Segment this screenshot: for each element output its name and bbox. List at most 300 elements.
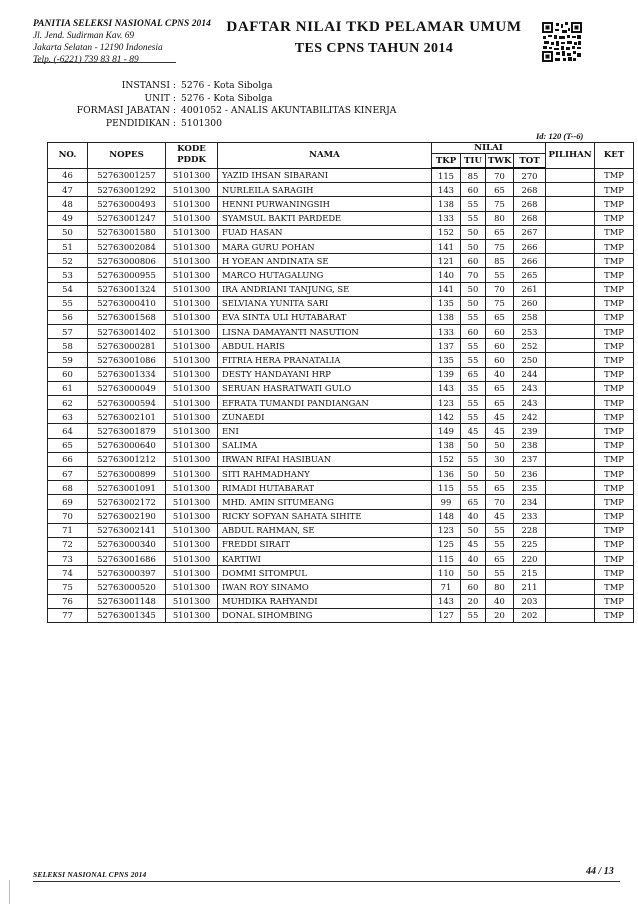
cell-no: 76	[48, 594, 88, 608]
cell-no: 68	[48, 481, 88, 495]
label-formasi-jabatan: FORMASI JABATAN :	[76, 105, 176, 116]
table-row	[48, 523, 634, 537]
cell-pilihan	[546, 580, 595, 594]
cell-tkp: 133	[432, 211, 461, 225]
title-line-1: DAFTAR NILAI TKD PELAMAR UMUM	[226, 19, 522, 35]
cell-ket: TMP	[595, 197, 634, 211]
table-row	[48, 197, 634, 211]
cell-no: 54	[48, 282, 88, 296]
cell-pilihan	[546, 552, 595, 566]
cell-tot: 261	[514, 282, 546, 296]
cell-kode: 5101300	[166, 410, 218, 424]
cell-pilihan	[546, 211, 595, 225]
cell-tot: 238	[514, 438, 546, 452]
cell-nama: MUHDIKA RAHYANDI	[218, 594, 432, 608]
cell-kode: 5101300	[166, 424, 218, 438]
table-row	[48, 552, 634, 566]
cell-no: 46	[48, 168, 88, 183]
cell-no: 69	[48, 495, 88, 509]
cell-pilihan	[546, 509, 595, 523]
header-tot: TOT	[514, 154, 546, 169]
cell-tkp: 142	[432, 410, 461, 424]
cell-tiu: 60	[461, 325, 486, 339]
org-line-name: PANITIA SELEKSI NASIONAL CPNS 2014	[33, 19, 211, 29]
cell-tiu: 50	[461, 239, 486, 253]
cell-kode: 5101300	[166, 339, 218, 353]
cell-tkp: 127	[432, 608, 461, 622]
cell-no: 52	[48, 254, 88, 268]
cell-tiu: 20	[461, 594, 486, 608]
cell-kode: 5101300	[166, 396, 218, 410]
cell-nopes: 52763000899	[88, 466, 166, 480]
cell-ket: TMP	[595, 509, 634, 523]
table-row	[48, 225, 634, 239]
cell-pilihan	[546, 168, 595, 183]
cell-tiu: 50	[461, 438, 486, 452]
cell-pilihan	[546, 495, 595, 509]
cell-nama: ZUNAEDI	[218, 410, 432, 424]
cell-ket: TMP	[595, 367, 634, 381]
cell-pilihan	[546, 466, 595, 480]
cell-nama: IRWAN RIFAI HASIBUAN	[218, 452, 432, 466]
score-table	[47, 142, 634, 623]
cell-pilihan	[546, 339, 595, 353]
header-ket: KET	[595, 143, 634, 169]
cell-tkp: 152	[432, 452, 461, 466]
cell-tiu: 60	[461, 254, 486, 268]
cell-kode: 5101300	[166, 325, 218, 339]
cell-ket: TMP	[595, 410, 634, 424]
cell-twk: 65	[486, 310, 514, 324]
cell-nopes: 52763001879	[88, 424, 166, 438]
cell-no: 75	[48, 580, 88, 594]
cell-tot: 233	[514, 509, 546, 523]
cell-tkp: 136	[432, 466, 461, 480]
cell-tiu: 50	[461, 566, 486, 580]
cell-nama: DONAL SIHOMBING	[218, 608, 432, 622]
cell-twk: 60	[486, 339, 514, 353]
cell-no: 66	[48, 452, 88, 466]
cell-no: 55	[48, 296, 88, 310]
cell-twk: 80	[486, 580, 514, 594]
cell-tot: 236	[514, 466, 546, 480]
cell-pilihan	[546, 353, 595, 367]
cell-pilihan	[546, 296, 595, 310]
cell-pilihan	[546, 183, 595, 197]
cell-nama: HENNI PURWANINGSIH	[218, 197, 432, 211]
value-formasi-jabatan: 4001052 - ANALIS AKUNTABILITAS KINERJA	[181, 105, 397, 116]
cell-tot: 225	[514, 537, 546, 551]
cell-nopes: 52763002084	[88, 239, 166, 253]
cell-no: 65	[48, 438, 88, 452]
cell-tiu: 50	[461, 466, 486, 480]
cell-nopes: 52763001292	[88, 183, 166, 197]
cell-tkp: 143	[432, 183, 461, 197]
cell-tiu: 55	[461, 197, 486, 211]
cell-twk: 65	[486, 381, 514, 395]
cell-nama: KARTIWI	[218, 552, 432, 566]
cell-twk: 55	[486, 566, 514, 580]
cell-kode: 5101300	[166, 580, 218, 594]
meta-values	[181, 80, 396, 130]
cell-nopes: 52763002141	[88, 523, 166, 537]
cell-ket: TMP	[595, 396, 634, 410]
cell-nama: NURLEILA SARAGIH	[218, 183, 432, 197]
cell-tot: 244	[514, 367, 546, 381]
label-unit: UNIT :	[144, 92, 176, 104]
table-row	[48, 594, 634, 608]
cell-kode: 5101300	[166, 197, 218, 211]
cell-tot: 267	[514, 225, 546, 239]
cell-no: 60	[48, 367, 88, 381]
table-row	[48, 268, 634, 282]
cell-nopes: 52763000806	[88, 254, 166, 268]
table-row	[48, 452, 634, 466]
table-row	[48, 424, 634, 438]
cell-no: 64	[48, 424, 88, 438]
cell-tiu: 55	[461, 353, 486, 367]
cell-no: 59	[48, 353, 88, 367]
cell-ket: TMP	[595, 438, 634, 452]
label-pendidikan: PENDIDIKAN :	[105, 117, 176, 129]
cell-no: 61	[48, 381, 88, 395]
cell-tot: 258	[514, 310, 546, 324]
cell-tkp: 125	[432, 537, 461, 551]
cell-tiu: 55	[461, 481, 486, 495]
cell-no: 58	[48, 339, 88, 353]
cell-pilihan	[546, 325, 595, 339]
cell-no: 49	[48, 211, 88, 225]
header-nilai: NILAI	[432, 143, 546, 154]
cell-no: 63	[48, 410, 88, 424]
org-line-phone: Telp. (-6221) 739 83 81 - 89	[33, 55, 139, 65]
cell-nopes: 52763000397	[88, 566, 166, 580]
cell-tot: 252	[514, 339, 546, 353]
cell-tot: 237	[514, 452, 546, 466]
cell-no: 72	[48, 537, 88, 551]
cell-pilihan	[546, 381, 595, 395]
cell-tot: 243	[514, 396, 546, 410]
meta-labels	[30, 80, 176, 130]
cell-tot: 234	[514, 495, 546, 509]
cell-kode: 5101300	[166, 438, 218, 452]
cell-twk: 45	[486, 509, 514, 523]
cell-tiu: 45	[461, 537, 486, 551]
cell-tot: 253	[514, 325, 546, 339]
cell-nama: RICKY SOFYAN SAHATA SIHITE	[218, 509, 432, 523]
cell-tkp: 115	[432, 552, 461, 566]
cell-tkp: 138	[432, 197, 461, 211]
cell-nama: EFRATA TUMANDI PANDIANGAN	[218, 396, 432, 410]
cell-nama: EVA SINTA ULI HUTABARAT	[218, 310, 432, 324]
header-kode-pddk: KODE PDDK	[166, 143, 218, 169]
table-row	[48, 310, 634, 324]
cell-nama: DOMMI SITOMPUL	[218, 566, 432, 580]
header-tiu: TIU	[461, 154, 486, 169]
cell-kode: 5101300	[166, 481, 218, 495]
cell-nama: ENI	[218, 424, 432, 438]
cell-tiu: 40	[461, 509, 486, 523]
cell-nama: SYAMSUL BAKTI PARDEDE	[218, 211, 432, 225]
cell-tkp: 123	[432, 523, 461, 537]
cell-pilihan	[546, 197, 595, 211]
cell-no: 71	[48, 523, 88, 537]
cell-nama: SALIMA	[218, 438, 432, 452]
cell-pilihan	[546, 282, 595, 296]
cell-nopes: 52763002172	[88, 495, 166, 509]
cell-nopes: 52763000520	[88, 580, 166, 594]
cell-tot: 268	[514, 197, 546, 211]
cell-tot: 215	[514, 566, 546, 580]
table-row	[48, 296, 634, 310]
table-row	[48, 410, 634, 424]
cell-tiu: 55	[461, 339, 486, 353]
cell-ket: TMP	[595, 481, 634, 495]
cell-tiu: 55	[461, 452, 486, 466]
cell-pilihan	[546, 396, 595, 410]
cell-nama: SERUAN HASRATWATI GULO	[218, 381, 432, 395]
cell-nopes: 52763000955	[88, 268, 166, 282]
cell-tot: 268	[514, 183, 546, 197]
page-number: 44 / 13	[586, 866, 614, 877]
cell-nopes: 52763000493	[88, 197, 166, 211]
cell-nama: FITRIA HERA PRANATALIA	[218, 353, 432, 367]
qr-code-icon	[542, 22, 582, 62]
cell-ket: TMP	[595, 268, 634, 282]
id-note: Id: 120 (T--6)	[536, 131, 584, 141]
cell-twk: 75	[486, 239, 514, 253]
cell-no: 50	[48, 225, 88, 239]
cell-nopes: 52763001148	[88, 594, 166, 608]
cell-pilihan	[546, 537, 595, 551]
cell-twk: 65	[486, 396, 514, 410]
cell-tot: 268	[514, 211, 546, 225]
cell-tkp: 138	[432, 438, 461, 452]
value-pendidikan: 5101300	[181, 117, 222, 129]
cell-tkp: 141	[432, 239, 461, 253]
table-row	[48, 381, 634, 395]
cell-kode: 5101300	[166, 225, 218, 239]
document-title	[220, 17, 528, 59]
cell-kode: 5101300	[166, 537, 218, 551]
cell-tiu: 35	[461, 381, 486, 395]
cell-ket: TMP	[595, 282, 634, 296]
cell-kode: 5101300	[166, 268, 218, 282]
cell-tot: 265	[514, 268, 546, 282]
cell-nama: LISNA DAMAYANTI NASUTION	[218, 325, 432, 339]
cell-tiu: 50	[461, 225, 486, 239]
cell-ket: TMP	[595, 495, 634, 509]
cell-ket: TMP	[595, 339, 634, 353]
cell-tkp: 138	[432, 310, 461, 324]
cell-kode: 5101300	[166, 566, 218, 580]
cell-kode: 5101300	[166, 367, 218, 381]
cell-tiu: 55	[461, 211, 486, 225]
table-row	[48, 367, 634, 381]
organization-block	[33, 18, 211, 66]
cell-tiu: 50	[461, 523, 486, 537]
cell-twk: 30	[486, 452, 514, 466]
cell-nama: IWAN ROY SINAMO	[218, 580, 432, 594]
cell-twk: 60	[486, 353, 514, 367]
cell-tkp: 141	[432, 282, 461, 296]
cell-tot: 260	[514, 296, 546, 310]
cell-ket: TMP	[595, 183, 634, 197]
footer-divider	[33, 881, 620, 882]
table-row	[48, 353, 634, 367]
cell-tkp: 139	[432, 367, 461, 381]
cell-no: 73	[48, 552, 88, 566]
cell-nama: ABDUL RAHMAN, SE	[218, 523, 432, 537]
cell-nopes: 52763001568	[88, 310, 166, 324]
cell-pilihan	[546, 424, 595, 438]
cell-tot: 211	[514, 580, 546, 594]
cell-nama: YAZID IHSAN SIBARANI	[218, 168, 432, 183]
cell-tkp: 115	[432, 481, 461, 495]
cell-nopes: 52763001324	[88, 282, 166, 296]
cell-twk: 45	[486, 410, 514, 424]
cell-pilihan	[546, 268, 595, 282]
cell-tiu: 55	[461, 410, 486, 424]
cell-tiu: 45	[461, 424, 486, 438]
cell-no: 57	[48, 325, 88, 339]
cell-tot: 266	[514, 254, 546, 268]
table-row	[48, 396, 634, 410]
cell-pilihan	[546, 254, 595, 268]
cell-tkp: 99	[432, 495, 461, 509]
table-row	[48, 566, 634, 580]
cell-tot: 202	[514, 608, 546, 622]
cell-twk: 85	[486, 254, 514, 268]
cell-ket: TMP	[595, 353, 634, 367]
cell-no: 74	[48, 566, 88, 580]
cell-twk: 55	[486, 268, 514, 282]
cell-pilihan	[546, 452, 595, 466]
cell-tot: 250	[514, 353, 546, 367]
table-row	[48, 339, 634, 353]
cell-nopes: 52763000281	[88, 339, 166, 353]
cell-ket: TMP	[595, 325, 634, 339]
cell-nama: MARA GURU POHAN	[218, 239, 432, 253]
cell-twk: 70	[486, 168, 514, 183]
table-row	[48, 537, 634, 551]
cell-nopes: 52763001257	[88, 168, 166, 183]
cell-tot: 220	[514, 552, 546, 566]
cell-nopes: 52763001334	[88, 367, 166, 381]
cell-ket: TMP	[595, 523, 634, 537]
cell-tot: 235	[514, 481, 546, 495]
cell-tiu: 70	[461, 268, 486, 282]
cell-no: 70	[48, 509, 88, 523]
cell-twk: 50	[486, 466, 514, 480]
cell-ket: TMP	[595, 225, 634, 239]
cell-kode: 5101300	[166, 254, 218, 268]
table-row	[48, 608, 634, 622]
cell-nopes: 52763001345	[88, 608, 166, 622]
cell-pilihan	[546, 523, 595, 537]
header-no: NO.	[48, 143, 88, 169]
cell-ket: TMP	[595, 566, 634, 580]
cell-twk: 70	[486, 282, 514, 296]
value-instansi: 5276 - Kota Sibolga	[181, 80, 273, 91]
cell-ket: TMP	[595, 254, 634, 268]
cell-tkp: 140	[432, 268, 461, 282]
cell-twk: 65	[486, 225, 514, 239]
cell-twk: 40	[486, 367, 514, 381]
cell-tot: 203	[514, 594, 546, 608]
cell-ket: TMP	[595, 381, 634, 395]
cell-tot: 242	[514, 410, 546, 424]
cell-nopes: 52763000594	[88, 396, 166, 410]
cell-pilihan	[546, 438, 595, 452]
table-row	[48, 495, 634, 509]
cell-tiu: 60	[461, 183, 486, 197]
cell-tkp: 152	[432, 225, 461, 239]
cell-nama: H YOEAN ANDINATA SE	[218, 254, 432, 268]
table-row	[48, 509, 634, 523]
cell-twk: 50	[486, 438, 514, 452]
cell-no: 48	[48, 197, 88, 211]
cell-twk: 20	[486, 608, 514, 622]
cell-ket: TMP	[595, 239, 634, 253]
cell-kode: 5101300	[166, 211, 218, 225]
cell-ket: TMP	[595, 452, 634, 466]
scan-margin-mark	[9, 880, 10, 904]
cell-twk: 65	[486, 183, 514, 197]
cell-tiu: 50	[461, 282, 486, 296]
cell-twk: 55	[486, 537, 514, 551]
cell-tkp: 135	[432, 353, 461, 367]
cell-tkp: 110	[432, 566, 461, 580]
cell-tot: 228	[514, 523, 546, 537]
value-unit: 5276 - Kota Sibolga	[181, 92, 273, 104]
cell-tkp: 135	[432, 296, 461, 310]
cell-ket: TMP	[595, 537, 634, 551]
org-line-address: Jl. Jend. Sudirman Kav. 69	[33, 31, 135, 41]
cell-nopes: 52763001247	[88, 211, 166, 225]
cell-tiu: 85	[461, 168, 486, 183]
cell-nama: SELVIANA YUNITA SARI	[218, 296, 432, 310]
cell-nama: IRA ANDRIANI TANJUNG, SE	[218, 282, 432, 296]
header-nopes: NOPES	[88, 143, 166, 169]
footer-label: SELEKSI NASIONAL CPNS 2014	[33, 870, 147, 879]
cell-pilihan	[546, 566, 595, 580]
cell-tot: 270	[514, 168, 546, 183]
cell-kode: 5101300	[166, 296, 218, 310]
table-body	[48, 168, 634, 623]
cell-nama: SITI RAHMADHANY	[218, 466, 432, 480]
cell-nama: DESTY HANDAYANI HRP	[218, 367, 432, 381]
cell-tiu: 55	[461, 310, 486, 324]
cell-tkp: 149	[432, 424, 461, 438]
cell-tkp: 148	[432, 509, 461, 523]
cell-nopes: 52763001086	[88, 353, 166, 367]
cell-no: 51	[48, 239, 88, 253]
cell-tot: 266	[514, 239, 546, 253]
cell-kode: 5101300	[166, 183, 218, 197]
cell-ket: TMP	[595, 168, 634, 183]
cell-tiu: 50	[461, 296, 486, 310]
cell-tot: 243	[514, 381, 546, 395]
cell-twk: 55	[486, 523, 514, 537]
cell-nama: FUAD HASAN	[218, 225, 432, 239]
cell-kode: 5101300	[166, 310, 218, 324]
cell-nama: RIMADI HUTABARAT	[218, 481, 432, 495]
cell-tiu: 40	[461, 552, 486, 566]
cell-tiu: 65	[461, 367, 486, 381]
cell-kode: 5101300	[166, 381, 218, 395]
cell-no: 62	[48, 396, 88, 410]
